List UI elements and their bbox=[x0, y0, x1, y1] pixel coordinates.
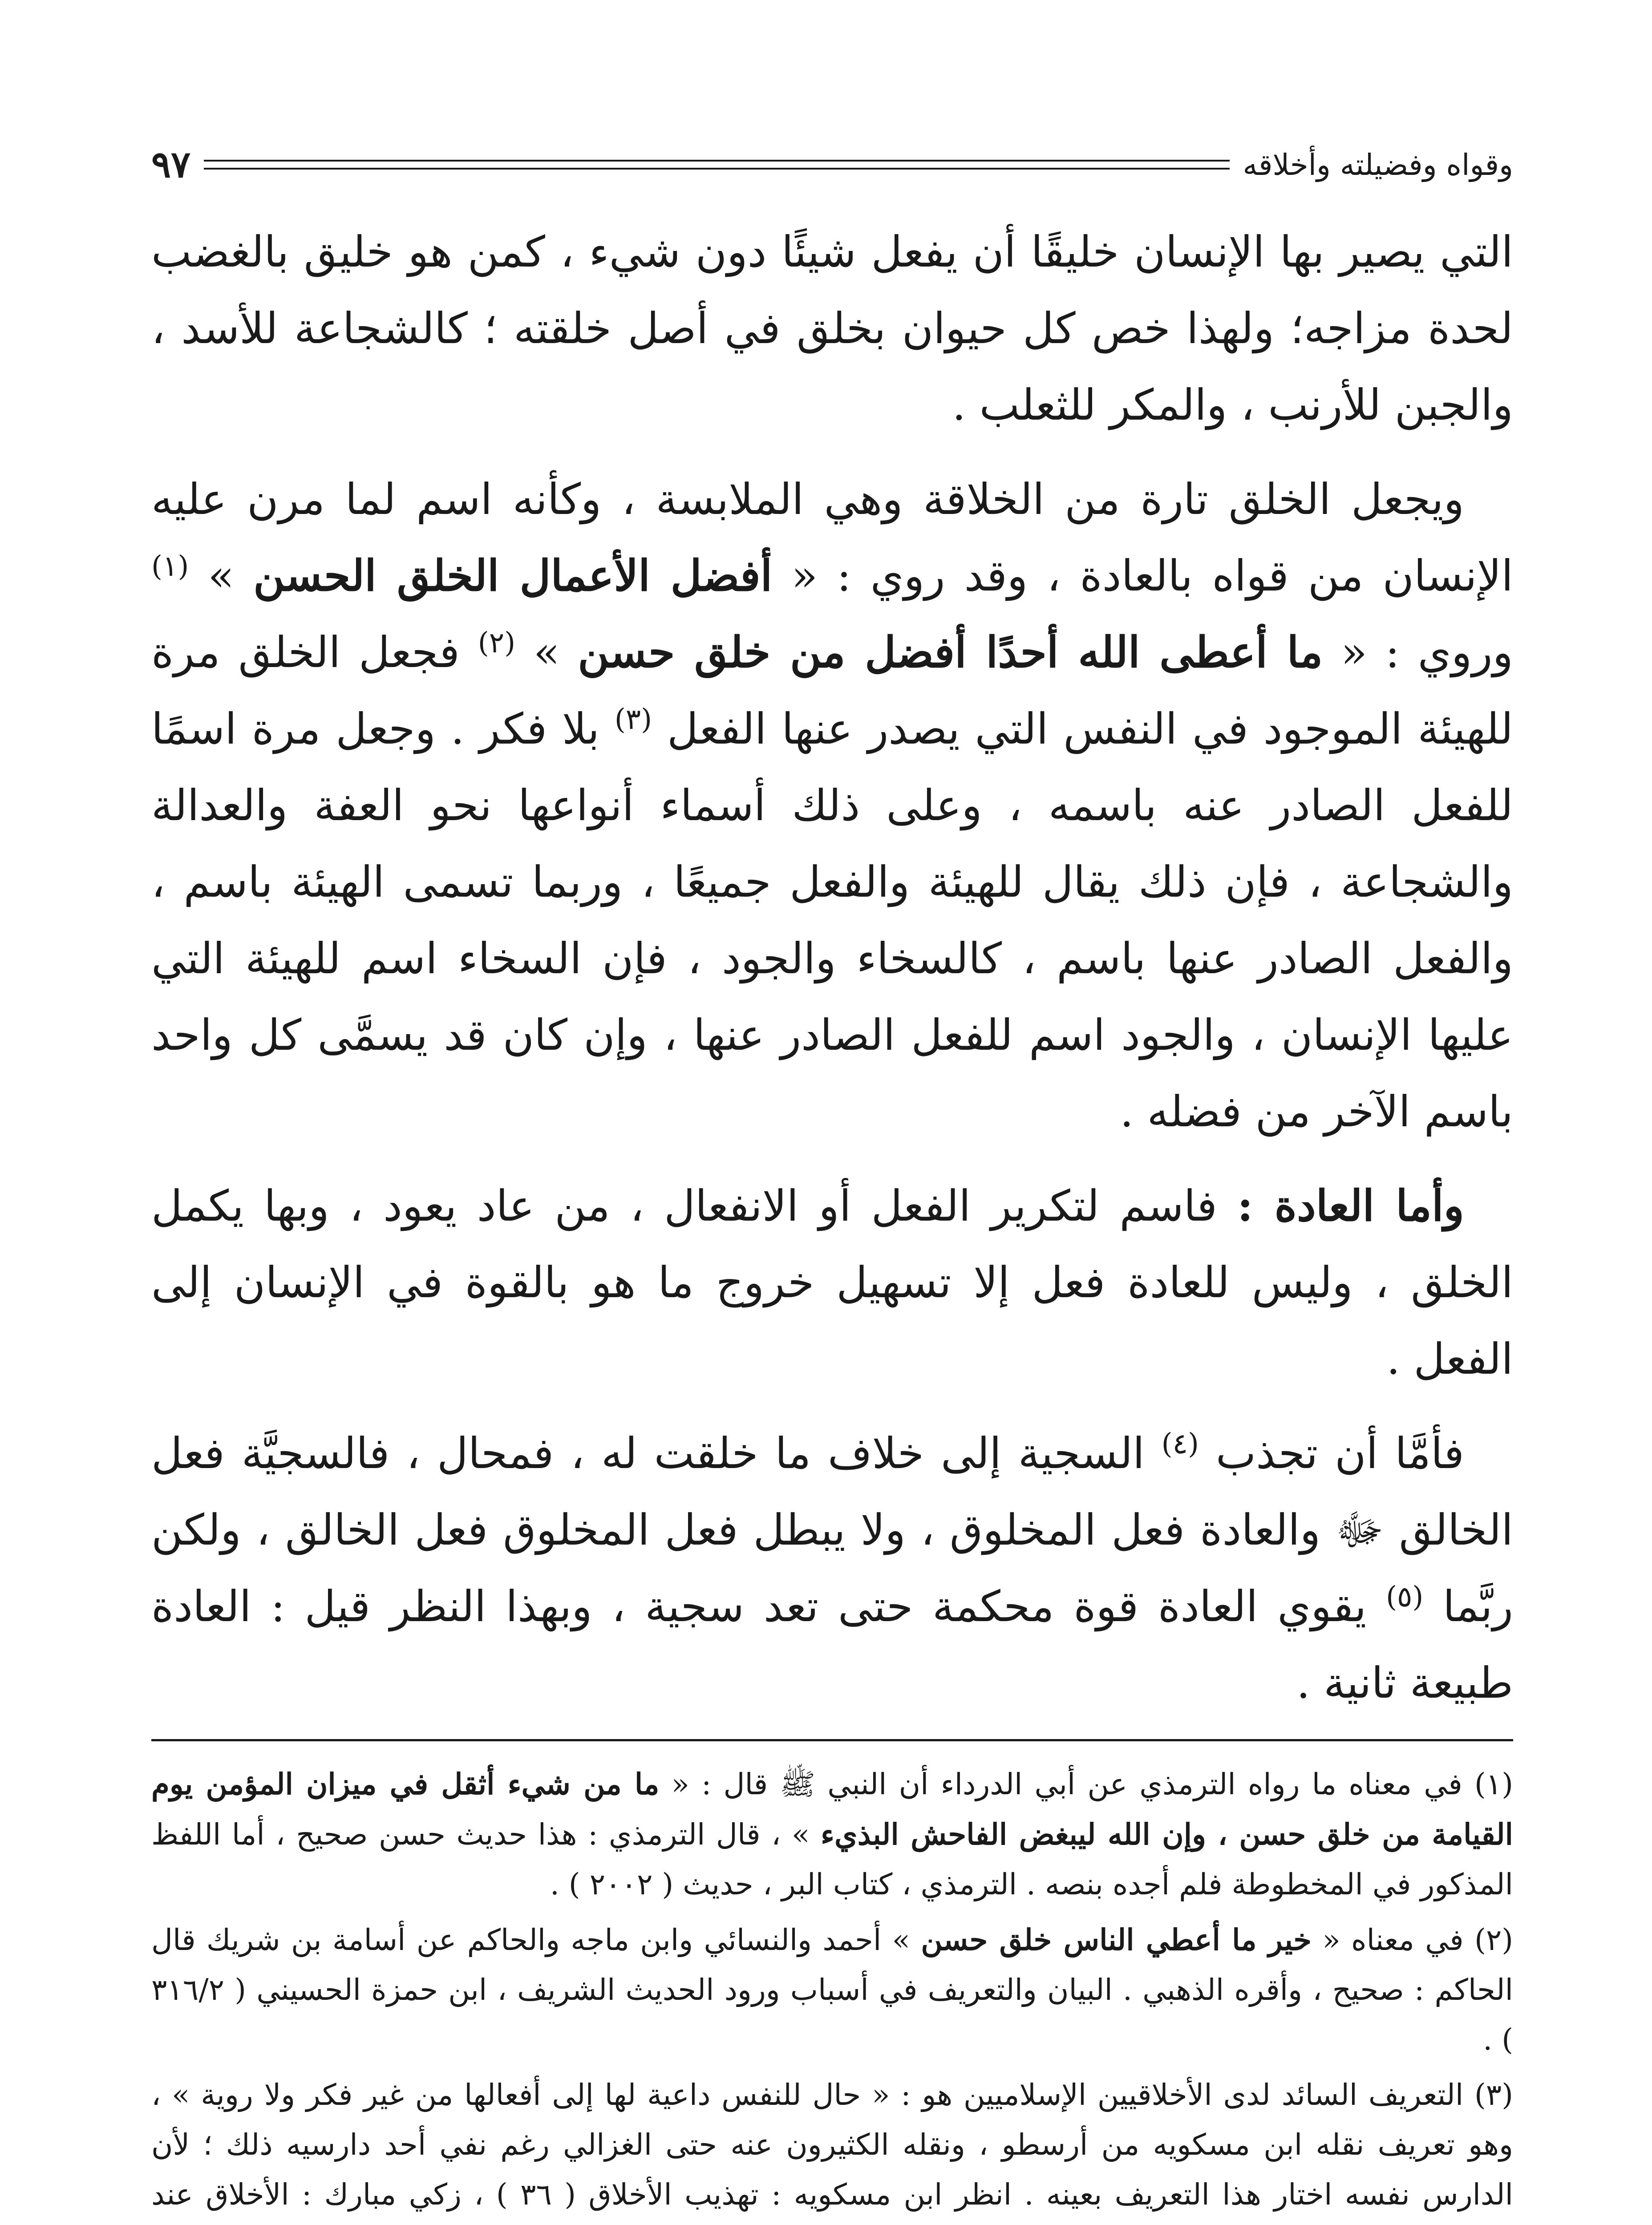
footnote-ref-3: (٣) bbox=[614, 703, 652, 736]
paragraph-3 bbox=[151, 1168, 1513, 1397]
footnote-1 bbox=[151, 1759, 1513, 1909]
p2-text-5: فجعل الخلق مرة للهيئة الموجود في النفس التي يصدر عنها الفعل bbox=[151, 627, 1514, 754]
p3-lead-heading: وأما العادة : bbox=[1237, 1181, 1465, 1231]
footnote-1-hadith: ما من شيء أثقل في ميزان المؤمن يوم القيامة من خلق حسن ، وإن الله ليبغض الفاحش البذيء bbox=[151, 1767, 1513, 1852]
footnote-ref-4: (٤) bbox=[1161, 1428, 1199, 1460]
footnote-2-text-1: في معناه « bbox=[1312, 1923, 1475, 1957]
paragraph-4 bbox=[151, 1415, 1513, 1721]
footnotes bbox=[151, 1759, 1513, 2225]
hadith-quote-1: أفضل الأعمال الخلق الحسن bbox=[253, 550, 773, 601]
footnote-3-number: (٣) bbox=[1474, 2078, 1513, 2112]
footnote-1-number: (١) bbox=[1474, 1767, 1513, 1801]
p4-text-2: السجية إلى خلاف ما خلقت له ، فمحال ، فالسجيَّة فعل الخالق ﷻ والعادة فعل المخلوق ، ولا يبطل فعل المخلوق فعل الخالق ، ولكن ربَّما bbox=[151, 1428, 1514, 1631]
p2-text-3: وروي : « bbox=[1323, 627, 1514, 677]
footnote-1-text-2: » ، قال الترمذي : هذا حديث حسن صحيح ، أما اللفظ المذكور في المخطوطة فلم أجده بنصه . الترمذي ، كتاب البر ، حديث ( ٢٠٠٢ ) . bbox=[151, 1817, 1513, 1901]
footnote-2-hadith: خير ما أعطي الناس خلق حسن bbox=[921, 1922, 1312, 1957]
p4-text-3: يقوي العادة قوة محكمة حتى تعد سجية ، وبهذا النظر قيل : العادة طبيعة ثانية . bbox=[151, 1582, 1513, 1708]
footnote-3-text: التعريف السائد لدى الأخلاقيين الإسلاميين هو : « حال للنفس داعية لها إلى أفعالها من غير فكر ولا روية » ، وهو تعريف نقله ابن مسكويه من أرسطو ، ونقله الكثيرون عنه حتى الغزالي رغم نفي أحد دارسيه ذلك ؛ لأن الدارس نفسه اختار هذا التعريف بعينه . انظر ابن مسكويه : تهذيب الأخلاق ( ٣٦ ) ، زكي مبارك : الأخلاق عند bbox=[151, 2078, 1514, 2212]
footnote-3 bbox=[151, 2070, 1513, 2225]
header-double-rule bbox=[204, 160, 1229, 170]
text-end-rule bbox=[151, 1739, 1513, 1741]
main-text bbox=[151, 214, 1513, 1721]
page-number: ٩٧ bbox=[151, 143, 191, 186]
footnote-ref-5: (٥) bbox=[1386, 1581, 1424, 1614]
book-page bbox=[151, 134, 1513, 2225]
p2-text-2: » bbox=[189, 551, 254, 601]
p2-text-4: » bbox=[515, 627, 578, 677]
p2-text-6: بلا فكر . وجعل مرة اسمًا للفعل الصادر عنه باسمه ، وعلى ذلك أسماء أنواعها نحو العفة والعدالة والشجاعة ، فإن ذلك يقال للهيئة والفعل جميعًا ، وربما تسمى الهيئة باسم ، والفعل الصادر عنها باسم ، كالسخاء والجود ، فإن السخاء اسم للهيئة التي عليها الإنسان ، والجود اسم للفعل الصادر عنها ، وإن كان قد يسمَّى كل واحد باسم الآخر من فضله . bbox=[151, 704, 1514, 1137]
paragraph-2 bbox=[151, 461, 1513, 1150]
footnote-2 bbox=[151, 1915, 1513, 2065]
running-title: وقواه وفضيلته وأخلاقه bbox=[1243, 147, 1513, 182]
p2-text-1: ويجعل الخلق تارة من الخلاقة وهي الملابسة ، وكأنه اسم لما مرن عليه الإنسان من قواه بالعادة ، وقد روي : « bbox=[151, 474, 1514, 601]
paragraph-1 bbox=[151, 214, 1513, 443]
footnote-ref-2: (٢) bbox=[478, 627, 516, 659]
p4-text-1: فأمَّا أن تجذب bbox=[1199, 1428, 1465, 1478]
footnote-1-text-1: في معناه ما رواه الترمذي عن أبي الدرداء أن النبي ﷺ قال : « bbox=[659, 1767, 1475, 1801]
footnote-ref-1: (١) bbox=[151, 550, 189, 583]
paragraph-1-text: التي يصير بها الإنسان خليقًا أن يفعل شيئًا دون شيء ، كمن هو خليق بالغضب لحدة مزاجه؛ ولهذا خص كل حيوان بخلق في أصل خلقته ؛ كالشجاعة للأسد ، والجبن للأرنب ، والمكر للثعلب . bbox=[151, 227, 1513, 430]
footnote-2-text-2: » أحمد والنسائي وابن ماجه والحاكم عن أسامة بن شريك قال الحاكم : صحيح ، وأقره الذهبي . البيان والتعريف في أسباب ورود الحديث الشريف ، ابن حمزة الحسيني ( ٣١٦/٢ ) . bbox=[151, 1923, 1513, 2057]
running-header bbox=[151, 134, 1513, 196]
p3-text-1: فاسم لتكرير الفعل أو الانفعال ، من عاد يعود ، وبها يكمل الخلق ، وليس للعادة فعل إلا تسهيل خروج ما هو بالقوة في الإنسان إلى الفعل . bbox=[151, 1181, 1513, 1384]
hadith-quote-2: ما أعطى الله أحدًا أفضل من خلق حسن bbox=[578, 627, 1323, 677]
footnote-2-number: (٢) bbox=[1474, 1923, 1514, 1957]
